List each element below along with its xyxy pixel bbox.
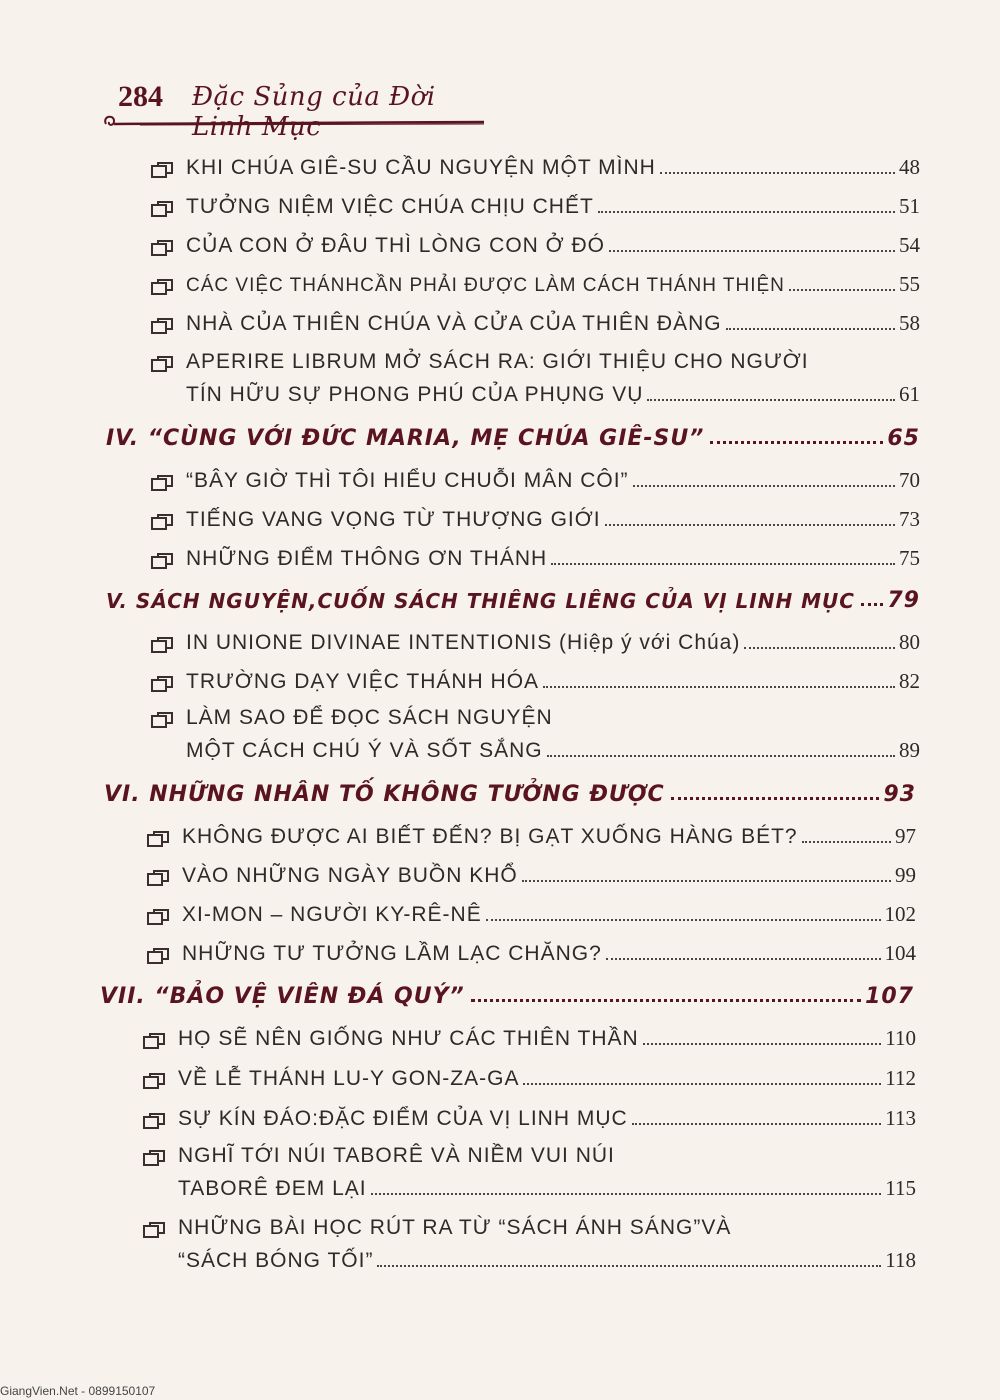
book-bullet-icon bbox=[146, 909, 172, 927]
dot-leader bbox=[377, 1265, 881, 1267]
chapter-title: IV. “CÙNG VỚI ĐỨC MARIA, MẸ CHÚA GIÊ-SU” bbox=[106, 426, 705, 451]
toc-entry-page: 48 bbox=[899, 155, 920, 179]
book-bullet-icon bbox=[150, 514, 176, 532]
chapter-title: V. SÁCH NGUYỆN,CUỐN SÁCH THIÊNG LIÊNG CỦA VỊ LINH MỤC bbox=[106, 589, 855, 613]
toc-entry-title: KHÔNG ĐƯỢC AI BIẾT ĐẾN? BỊ GẠT XUỐNG HÀNG BÉT? bbox=[182, 825, 798, 848]
dot-leader bbox=[671, 797, 880, 800]
toc-entry-page: 102 bbox=[884, 902, 916, 926]
toc-entry-page: 115 bbox=[885, 1176, 916, 1200]
toc-entry bbox=[146, 824, 916, 849]
book-bullet-icon bbox=[150, 712, 176, 730]
dot-leader bbox=[802, 841, 891, 843]
toc-entry-title: NHỮNG BÀI HỌC RÚT RA TỪ “SÁCH ÁNH SÁNG”VÀ bbox=[178, 1216, 732, 1239]
toc-entry-title-continued: “SÁCH BÓNG TỐI” bbox=[178, 1249, 374, 1272]
toc-entry-title: NHỮNG ĐIỂM THÔNG ƠN THÁNH bbox=[186, 547, 548, 570]
toc-entry-title: VÀO NHỮNG NGÀY BUỒN KHỔ bbox=[182, 864, 518, 887]
toc-entry bbox=[142, 1144, 916, 1201]
toc-entry-page: 54 bbox=[899, 233, 920, 257]
toc-entry-title: NHỮNG TƯ TƯỞNG LẦM LẠC CHĂNG? bbox=[182, 942, 602, 965]
book-bullet-icon bbox=[146, 870, 172, 888]
chapter-title: VI. NHỮNG NHÂN TỐ KHÔNG TƯỞNG ĐƯỢC bbox=[104, 782, 665, 807]
toc-entry bbox=[146, 902, 916, 927]
toc-entry-page: 89 bbox=[899, 738, 920, 762]
dot-leader bbox=[371, 1193, 882, 1195]
book-bullet-icon bbox=[142, 1073, 168, 1091]
dot-leader bbox=[609, 250, 895, 252]
dot-leader bbox=[861, 603, 883, 606]
toc-entry-page: 110 bbox=[885, 1026, 916, 1050]
toc-entry-title-continued: TÍN HỮU SỰ PHONG PHÚ CỦA PHỤNG VỤ bbox=[186, 383, 644, 406]
toc-entry bbox=[142, 1216, 916, 1273]
toc-entry-title: HỌ SẼ NÊN GIỐNG NHƯ CÁC THIÊN THẦN bbox=[178, 1027, 639, 1050]
book-bullet-icon bbox=[146, 831, 172, 849]
toc-entry-title: LÀM SAO ĐỂ ĐỌC SÁCH NGUYỆN bbox=[186, 706, 553, 729]
toc-entry-title: APERIRE LIBRUM MỞ SÁCH RA: GIỚI THIỆU CHO NGƯỜI bbox=[186, 350, 809, 373]
book-bullet-icon bbox=[142, 1222, 168, 1240]
toc-entry-page: 112 bbox=[885, 1066, 916, 1090]
dot-leader bbox=[523, 1083, 881, 1085]
chapter-page: 65 bbox=[887, 426, 920, 451]
chapter-page: 107 bbox=[865, 984, 914, 1009]
book-bullet-icon bbox=[150, 201, 176, 219]
toc-entry bbox=[150, 669, 920, 694]
book-bullet-icon bbox=[150, 318, 176, 336]
toc-entry-page: 61 bbox=[899, 382, 920, 406]
toc-entry-title: TRƯỜNG DẠY VIỆC THÁNH HÓA bbox=[186, 670, 540, 693]
toc-entry-page: 82 bbox=[899, 669, 920, 693]
toc-entry-title: VỀ LỄ THÁNH LU-Y GON-ZA-GA bbox=[178, 1067, 520, 1090]
toc-entry-title: SỰ KÍN ĐÁO:ĐẶC ĐIỂM CỦA VỊ LINH MỤC bbox=[178, 1107, 628, 1130]
toc-chapter-heading bbox=[104, 782, 916, 807]
book-bullet-icon bbox=[150, 162, 176, 180]
toc-entry-page: 73 bbox=[899, 507, 920, 531]
toc-entry bbox=[150, 311, 920, 336]
toc-entry-page: 113 bbox=[885, 1106, 916, 1130]
toc-entry bbox=[150, 155, 920, 180]
book-bullet-icon bbox=[150, 356, 176, 374]
toc-entry-page: 97 bbox=[895, 824, 916, 848]
toc-entry-page: 75 bbox=[899, 546, 920, 570]
toc-entry-page: 99 bbox=[895, 863, 916, 887]
toc-chapter-heading bbox=[106, 588, 920, 613]
book-bullet-icon bbox=[150, 553, 176, 571]
book-bullet-icon bbox=[142, 1033, 168, 1051]
dot-leader bbox=[598, 211, 895, 213]
dot-leader bbox=[471, 999, 861, 1002]
toc-chapter-heading bbox=[100, 984, 914, 1009]
book-bullet-icon bbox=[146, 948, 172, 966]
book-bullet-icon bbox=[150, 637, 176, 655]
toc-entry-page: 58 bbox=[899, 311, 920, 335]
toc-entry-title: CỦA CON Ở ĐÂU THÌ LÒNG CON Ở ĐÓ bbox=[186, 234, 605, 257]
toc-entry-title-continued: MỘT CÁCH CHÚ Ý VÀ SỐT SẮNG bbox=[186, 739, 543, 762]
watermark: GiangVien.Net - 0899150107 bbox=[0, 1384, 156, 1398]
toc-entry-page: 80 bbox=[899, 630, 920, 654]
toc-entry-title: NGHĨ TỚI NÚI TABORÊ VÀ NIỀM VUI NÚI bbox=[178, 1144, 615, 1167]
toc-entry bbox=[150, 194, 920, 219]
toc-entry bbox=[150, 546, 920, 571]
toc-entry-title: NHÀ CỦA THIÊN CHÚA VÀ CỬA CỦA THIÊN ĐÀNG bbox=[186, 312, 722, 335]
toc-entry-page: 55 bbox=[899, 272, 920, 296]
book-bullet-icon bbox=[150, 475, 176, 493]
toc-entry bbox=[150, 233, 920, 258]
toc-entry bbox=[150, 507, 920, 532]
chapter-page: 79 bbox=[887, 588, 920, 613]
book-bullet-icon bbox=[150, 676, 176, 694]
toc-entry-title: IN UNIONE DIVINAE INTENTIONIS (Hiệp ý với Chúa) bbox=[186, 631, 741, 654]
dot-leader bbox=[606, 958, 881, 960]
dot-leader bbox=[551, 563, 895, 565]
dot-leader bbox=[643, 1043, 882, 1045]
toc-entry-title: XI-MON – NGƯỜI KY-RÊ-NÊ bbox=[182, 903, 482, 926]
toc-entry bbox=[150, 630, 920, 655]
book-bullet-icon bbox=[150, 240, 176, 258]
toc-entry bbox=[150, 272, 920, 297]
toc-entry-title: KHI CHÚA GIÊ-SU CẦU NGUYỆN MỘT MÌNH bbox=[186, 156, 656, 179]
toc-entry bbox=[142, 1106, 916, 1131]
dot-leader bbox=[543, 686, 895, 688]
toc-entry bbox=[142, 1026, 916, 1051]
dot-leader bbox=[744, 647, 895, 649]
dot-leader bbox=[710, 441, 883, 444]
toc-entry-page: 70 bbox=[899, 468, 920, 492]
dot-leader bbox=[632, 1123, 882, 1125]
book-bullet-icon bbox=[142, 1113, 168, 1131]
toc-entry bbox=[150, 468, 920, 493]
toc-entry bbox=[146, 941, 916, 966]
toc-entry-title: CÁC VIỆC THÁNHCẦN PHẢI ĐƯỢC LÀM CÁCH THÁNH THIỆN bbox=[186, 275, 785, 296]
toc-entry bbox=[142, 1066, 916, 1091]
toc-entry-title-continued: TABORÊ ĐEM LẠI bbox=[178, 1177, 367, 1200]
toc-entry-page: 118 bbox=[885, 1248, 916, 1272]
toc-entry bbox=[146, 863, 916, 888]
toc-chapter-heading bbox=[106, 426, 920, 451]
book-bullet-icon bbox=[142, 1150, 168, 1168]
dot-leader bbox=[726, 328, 895, 330]
book-bullet-icon bbox=[150, 279, 176, 297]
toc-entry-page: 104 bbox=[884, 941, 916, 965]
dot-leader bbox=[605, 524, 895, 526]
toc-entry-title: TIẾNG VANG VỌNG TỪ THƯỢNG GIỚI bbox=[186, 508, 601, 531]
dot-leader bbox=[522, 880, 891, 882]
dot-leader bbox=[547, 755, 895, 757]
toc-entry-title: “BÂY GIỜ THÌ TÔI HIỂU CHUỖI MÂN CÔI” bbox=[186, 469, 629, 492]
running-title: Đặc Sủng của Đời Linh Mục bbox=[192, 82, 436, 142]
page-number: 284 bbox=[118, 80, 163, 113]
dot-leader bbox=[789, 289, 895, 291]
toc-entry-page: 51 bbox=[899, 194, 920, 218]
dot-leader bbox=[633, 485, 895, 487]
toc-entry bbox=[150, 706, 920, 763]
dot-leader bbox=[486, 919, 881, 921]
chapter-title: VII. “BẢO VỆ VIÊN ĐÁ QUÝ” bbox=[100, 984, 465, 1009]
dot-leader bbox=[660, 172, 895, 174]
toc-entry-title: TƯỞNG NIỆM VIỆC CHÚA CHỊU CHẾT bbox=[186, 195, 594, 218]
chapter-page: 93 bbox=[883, 782, 916, 807]
dot-leader bbox=[647, 399, 895, 401]
toc-entry bbox=[150, 350, 920, 407]
